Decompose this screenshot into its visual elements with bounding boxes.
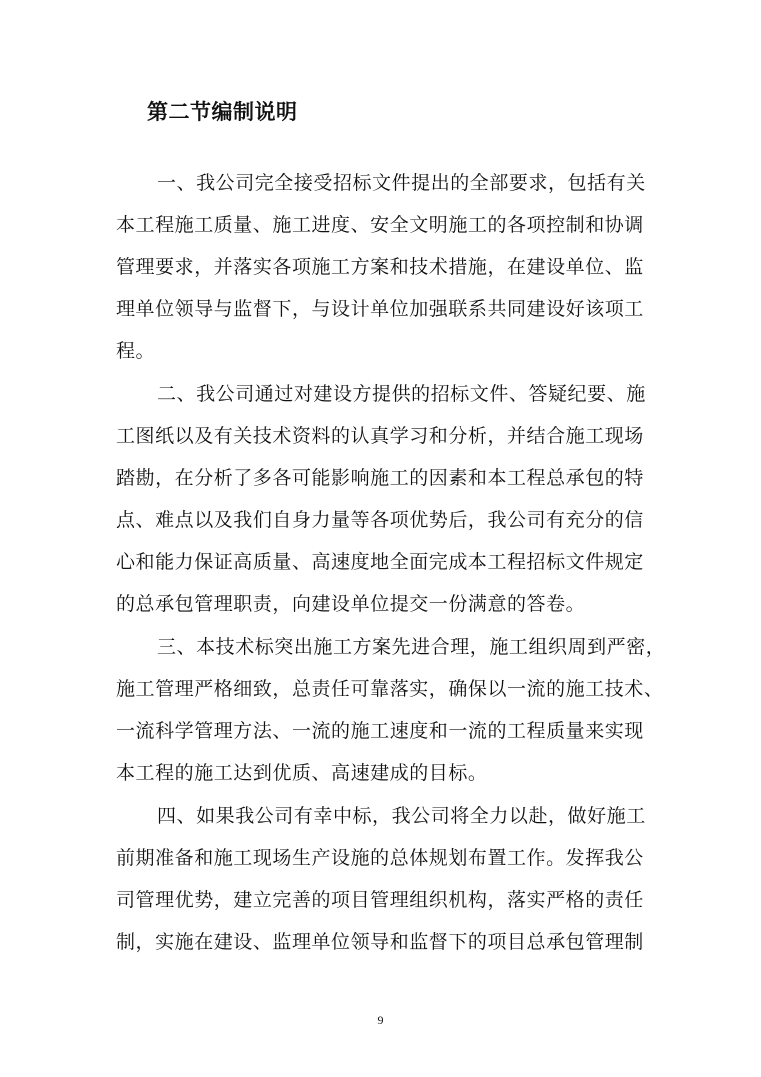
paragraph-2-line-2: 工图纸以及有关技术资料的认真学习和分析，并结合施工现场 bbox=[116, 425, 644, 447]
paragraph-1-line-4: 理单位领导与监督下，与设计单位加强联系共同建设好该项工 bbox=[116, 298, 644, 320]
paragraph-2-line-3: 踏勘，在分析了多各可能影响施工的因素和本工程总承包的特 bbox=[116, 467, 644, 489]
paragraph-1-line-3: 管理要求，并落实各项施工方案和技术措施，在建设单位、监 bbox=[116, 256, 644, 278]
paragraph-3-line-1: 三、本技术标突出施工方案先进合理，施工组织周到严密， bbox=[157, 636, 666, 658]
paragraph-4-line-3: 司管理优势，建立完善的项目管理组织机构，落实严格的责任 bbox=[116, 889, 644, 911]
paragraph-3-line-2: 施工管理严格细致，总责任可靠落实，确保以一流的施工技术、 bbox=[116, 678, 664, 700]
paragraph-1-line-2: 本工程施工质量、施工进度、安全文明施工的各项控制和协调 bbox=[116, 214, 644, 236]
paragraph-2-line-6: 的总承包管理职责，向建设单位提交一份满意的答卷。 bbox=[116, 593, 586, 615]
paragraph-4-line-1: 四、如果我公司有幸中标，我公司将全力以赴，做好施工 bbox=[157, 805, 646, 827]
page-number: 9 bbox=[377, 1013, 384, 1027]
paragraph-2-line-5: 心和能力保证高质量、高速度地全面完成本工程招标文件规定 bbox=[116, 551, 644, 573]
paragraph-4-line-2: 前期准备和施工现场生产设施的总体规划布置工作。发挥我公 bbox=[116, 847, 644, 869]
section-heading: 第二节编制说明 bbox=[147, 99, 298, 124]
paragraph-4-line-4: 制，实施在建设、监理单位领导和监督下的项目总承包管理制 bbox=[116, 931, 644, 953]
paragraph-2-line-4: 点、难点以及我们自身力量等各项优势后，我公司有充分的信 bbox=[116, 509, 644, 531]
paragraph-3-line-4: 本工程的施工达到优质、高速建成的目标。 bbox=[116, 762, 488, 784]
paragraph-2-line-1: 二、我公司通过对建设方提供的招标文件、答疑纪要、施 bbox=[157, 383, 646, 405]
paragraph-3-line-3: 一流科学管理方法、一流的施工速度和一流的工程质量来实现 bbox=[116, 720, 644, 742]
paragraph-1-line-1: 一、我公司完全接受招标文件提出的全部要求，包括有关 bbox=[157, 172, 646, 194]
paragraph-1-line-5: 程。 bbox=[116, 340, 156, 362]
